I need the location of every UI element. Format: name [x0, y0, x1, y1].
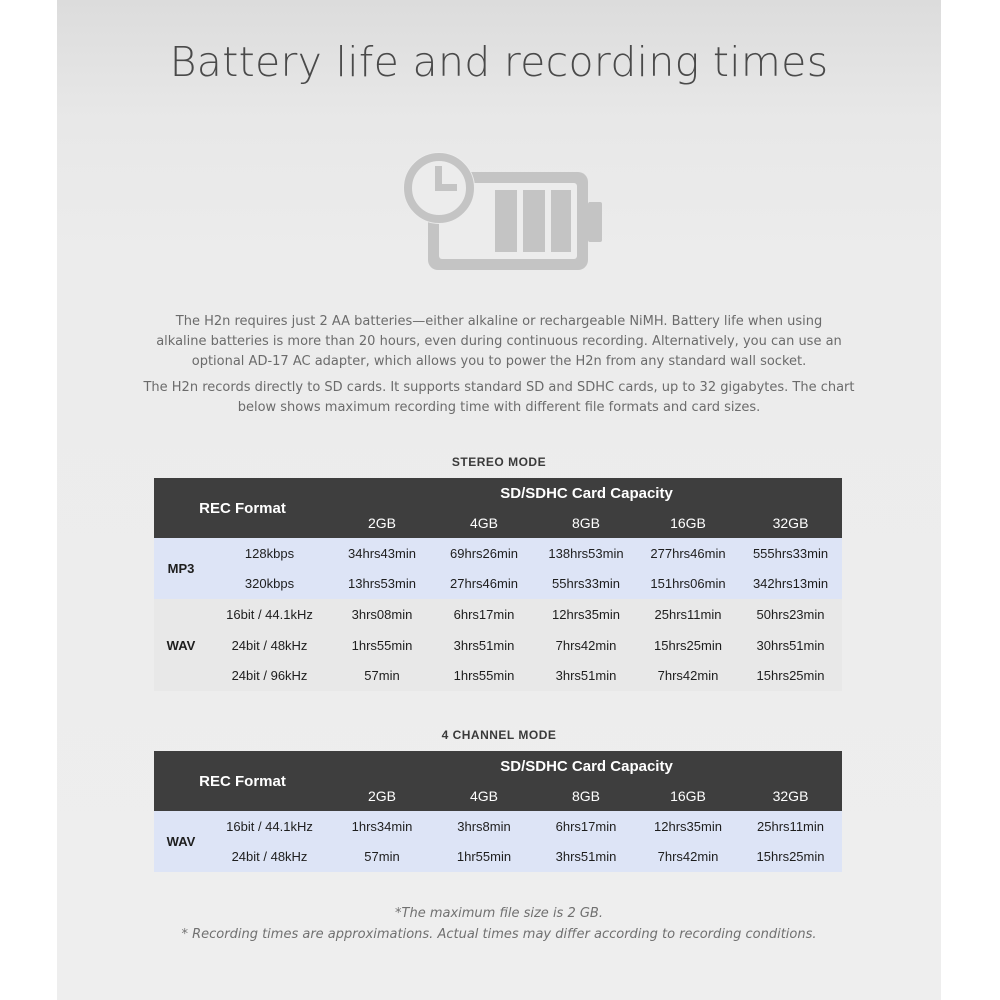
- text-line: below shows maximum recording time with different file formats and card sizes.: [237, 400, 761, 415]
- capacity-4gb: 4GB: [433, 781, 535, 811]
- time-cell: 30hrs51min: [739, 630, 842, 661]
- time-cell: 12hrs35min: [535, 599, 637, 630]
- capacity-8gb: 8GB: [535, 508, 637, 538]
- time-cell: 6hrs17min: [433, 599, 535, 630]
- time-cell: 1hr55min: [433, 842, 535, 873]
- group-label-wav: WAV: [154, 811, 208, 872]
- time-cell: 7hrs42min: [637, 660, 739, 691]
- text-line: The H2n requires just 2 AA batteries—either alkaline or rechargeable NiMH. Battery life when using: [175, 314, 823, 329]
- group-label-wav: WAV: [154, 599, 208, 691]
- table-row: [154, 569, 842, 600]
- text-line: alkaline batteries is more than 20 hours, even during continuous recording. Alternatively, you can use an: [156, 334, 842, 349]
- format-cell: 320kbps: [208, 569, 331, 600]
- time-cell: 6hrs17min: [535, 811, 637, 842]
- time-cell: 25hrs11min: [637, 599, 739, 630]
- time-cell: 34hrs43min: [331, 538, 433, 569]
- text-line: optional AD-17 AC adapter, which allows you to power the H2n from any standard wall socket.: [191, 354, 807, 369]
- time-cell: 138hrs53min: [535, 538, 637, 569]
- stereo-mode-table: [154, 478, 842, 691]
- footnote-approximation: * Recording times are approximations. Actual times may differ according to recording conditions.: [181, 927, 817, 942]
- time-cell: 3hrs51min: [535, 660, 637, 691]
- time-cell: 15hrs25min: [739, 842, 842, 873]
- table-row: [154, 842, 842, 873]
- time-cell: 1hrs55min: [331, 630, 433, 661]
- time-cell: 277hrs46min: [637, 538, 739, 569]
- time-cell: 25hrs11min: [739, 811, 842, 842]
- capacity-2gb: 2GB: [331, 508, 433, 538]
- time-cell: 12hrs35min: [637, 811, 739, 842]
- text-line: The H2n records directly to SD cards. It supports standard SD and SDHC cards, up to 32 gigabytes. The chart: [143, 380, 855, 395]
- table-row: [154, 660, 842, 691]
- time-cell: 1hrs55min: [433, 660, 535, 691]
- format-cell: 24bit / 48kHz: [208, 842, 331, 873]
- time-cell: 151hrs06min: [637, 569, 739, 600]
- battery-description: [57, 312, 941, 372]
- time-cell: 57min: [331, 842, 433, 873]
- format-cell: 128kbps: [208, 538, 331, 569]
- capacity-4gb: 4GB: [433, 508, 535, 538]
- capacity-8gb: 8GB: [535, 781, 637, 811]
- time-cell: 7hrs42min: [637, 842, 739, 873]
- table-row: [154, 630, 842, 661]
- mp3-group: [154, 538, 842, 599]
- group-label-mp3: MP3: [154, 538, 208, 599]
- time-cell: 27hrs46min: [433, 569, 535, 600]
- format-cell: 16bit / 44.1kHz: [208, 599, 331, 630]
- format-cell: 24bit / 96kHz: [208, 660, 331, 691]
- time-cell: 50hrs23min: [739, 599, 842, 630]
- time-cell: 7hrs42min: [535, 630, 637, 661]
- wav-group: [154, 599, 842, 691]
- format-cell: 24bit / 48kHz: [208, 630, 331, 661]
- table-row: [154, 599, 842, 630]
- capacity-header: SD/SDHC Card Capacity: [331, 478, 842, 508]
- four-channel-mode-title: 4 CHANNEL MODE: [441, 728, 557, 742]
- capacity-32gb: 32GB: [739, 508, 842, 538]
- time-cell: 55hrs33min: [535, 569, 637, 600]
- time-cell: 1hrs34min: [331, 811, 433, 842]
- time-cell: 3hrs8min: [433, 811, 535, 842]
- battery-clock-icon: [393, 150, 608, 280]
- time-cell: 69hrs26min: [433, 538, 535, 569]
- capacity-2gb: 2GB: [331, 781, 433, 811]
- sd-card-description: [57, 378, 941, 418]
- capacity-16gb: 16GB: [637, 781, 739, 811]
- time-cell: 555hrs33min: [739, 538, 842, 569]
- content-panel: [57, 0, 941, 1000]
- time-cell: 15hrs25min: [637, 630, 739, 661]
- format-cell: 16bit / 44.1kHz: [208, 811, 331, 842]
- four-channel-mode-table: [154, 751, 842, 872]
- time-cell: 3hrs51min: [535, 842, 637, 873]
- time-cell: 15hrs25min: [739, 660, 842, 691]
- time-cell: 3hrs51min: [433, 630, 535, 661]
- table-row: [154, 811, 842, 842]
- time-cell: 342hrs13min: [739, 569, 842, 600]
- wav-group: [154, 811, 842, 872]
- capacity-16gb: 16GB: [637, 508, 739, 538]
- page-title: Battery life and recording times: [169, 38, 829, 86]
- footnote-max-file-size: *The maximum file size is 2 GB.: [395, 906, 603, 921]
- rec-format-header: REC Format: [154, 751, 331, 811]
- capacity-header: SD/SDHC Card Capacity: [331, 751, 842, 781]
- rec-format-header: REC Format: [154, 478, 331, 538]
- table-row: [154, 538, 842, 569]
- capacity-32gb: 32GB: [739, 781, 842, 811]
- stereo-mode-title: STEREO MODE: [451, 455, 547, 469]
- time-cell: 3hrs08min: [331, 599, 433, 630]
- time-cell: 13hrs53min: [331, 569, 433, 600]
- time-cell: 57min: [331, 660, 433, 691]
